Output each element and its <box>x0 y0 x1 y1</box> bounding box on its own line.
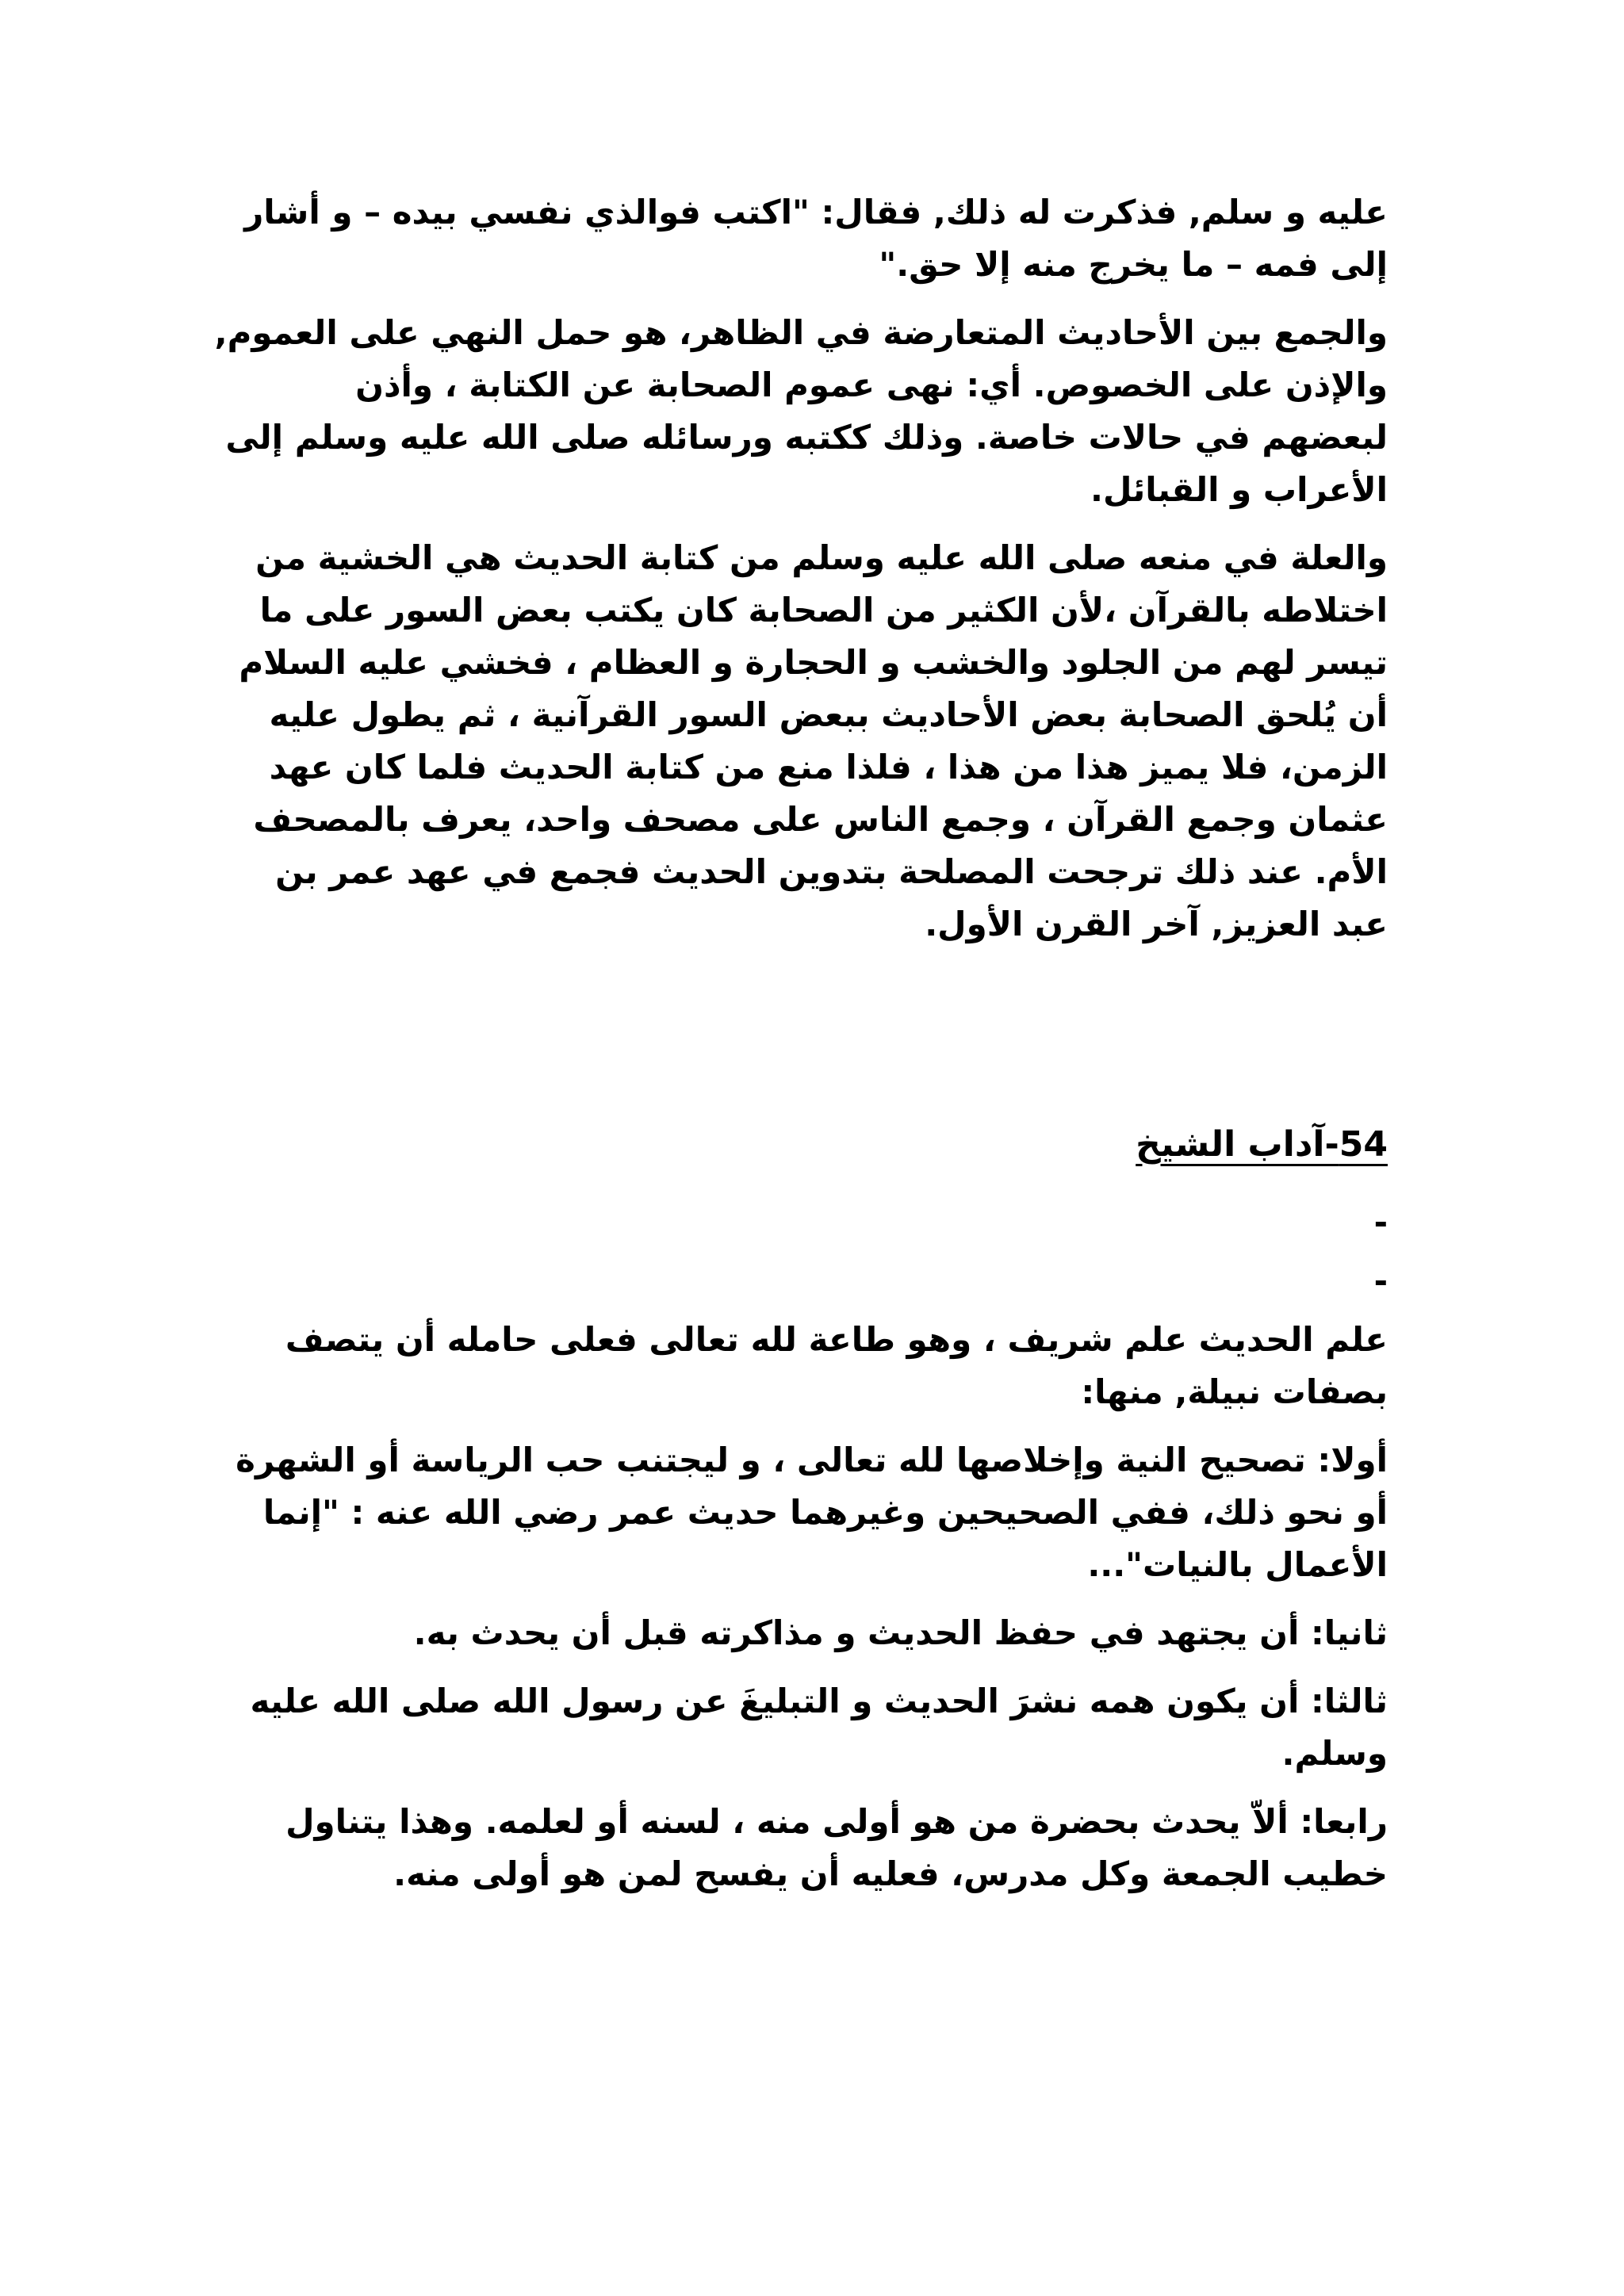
text-line: اختلاطه بالقرآن ،لأن الكثير من الصحابة كان يكتب بعض السور على ما <box>259 591 1388 629</box>
paragraph-first <box>238 1434 1388 1591</box>
text-line: عبد العزيز, آخر القرن الأول. <box>925 905 1388 943</box>
text-line: تيسر لهم من الجلود والخشب و الحجارة و العظام ، فخشي عليه السلام <box>239 643 1388 682</box>
text-line: أو نحو ذلك، ففي الصحيحين وغيرهما حديث عمر رضي الله عنه : "إنما <box>262 1493 1388 1532</box>
text-line: الأم. عند ذلك ترجحت المصلحة بتدوين الحديث فجمع في عهد عمر بن <box>275 852 1388 891</box>
text-line: الزمن، فلا يميز هذا من هذا ، فلذا منع من كتابة الحديث فلما كان عهد <box>269 748 1388 786</box>
text-line: والإذن على الخصوص. أي: نهى عموم الصحابة عن الكتابة ، وأذن <box>355 365 1388 404</box>
paragraph-intro <box>238 1314 1388 1418</box>
paragraph-second <box>238 1607 1388 1659</box>
heading-text: 54-آداب الشيخ <box>1136 1124 1388 1165</box>
paragraph-hadith-quote <box>238 186 1388 291</box>
text-line: إلى فمه – ما يخرج منه إلا حق." <box>879 245 1388 284</box>
text-line: ثانيا: أن يجتهد في حفظ الحديث و مذاكرته قبل أن يحدث به. <box>413 1613 1388 1652</box>
section-heading <box>238 1117 1388 1173</box>
text-line: والجمع بين الأحاديث المتعارضة في الظاهر، هو حمل النهي على العموم, <box>214 313 1388 352</box>
text-line: بصفات نبيلة, منها: <box>1081 1372 1388 1411</box>
dash-line-1: - <box>1373 1203 1388 1242</box>
text-line: خطيب الجمعة وكل مدرس، فعليه أن يفسح لمن هو أولى منه. <box>393 1854 1388 1893</box>
paragraph-reason <box>238 532 1388 951</box>
text-line: أن يُلحق الصحابة بعض الأحاديث ببعض السور القرآنية ، ثم يطول عليه <box>269 695 1388 734</box>
text-line: لبعضهم في حالات خاصة. وذلك ككتبه ورسائله صلى الله عليه وسلم إلى <box>225 418 1388 457</box>
text-line: عليه و سلم, فذكرت له ذلك, فقال: "اكتب فوالذي نفسي بيده – و أشار <box>244 193 1388 232</box>
text-line: الأعمال بالنيات"... <box>1087 1545 1388 1584</box>
text-line: وسلم. <box>1281 1734 1388 1773</box>
dash-line-2: - <box>1373 1261 1388 1300</box>
text-line: ثالثا: أن يكون همه نشرَ الحديث و التبليغَ عن رسول الله صلى الله عليه <box>250 1682 1388 1720</box>
text-line: رابعا: ألاّ يحدث بحضرة من هو أولى منه ، لسنه أو لعلمه. وهذا يتناول <box>285 1802 1388 1841</box>
paragraph-third <box>238 1675 1388 1780</box>
text-line: أولا: تصحيح النية وإخلاصها لله تعالى ، و ليجتنب حب الرياسة أو الشهرة <box>236 1441 1388 1479</box>
text-line: عثمان وجمع القرآن ، وجمع الناس على مصحف واحد، يعرف بالمصحف <box>253 800 1388 839</box>
document-page <box>214 186 1388 1916</box>
paragraph-reconciliation <box>214 307 1388 516</box>
text-line: علم الحديث علم شريف ، وهو طاعة لله تعالى فعلى حامله أن يتصف <box>285 1320 1388 1359</box>
text-line: الأعراب و القبائل. <box>1090 470 1388 509</box>
paragraph-fourth <box>238 1796 1388 1900</box>
text-line: والعلة في منعه صلى الله عليه وسلم من كتابة الحديث هي الخشية من <box>255 538 1388 577</box>
section-spacer <box>238 966 1388 1117</box>
